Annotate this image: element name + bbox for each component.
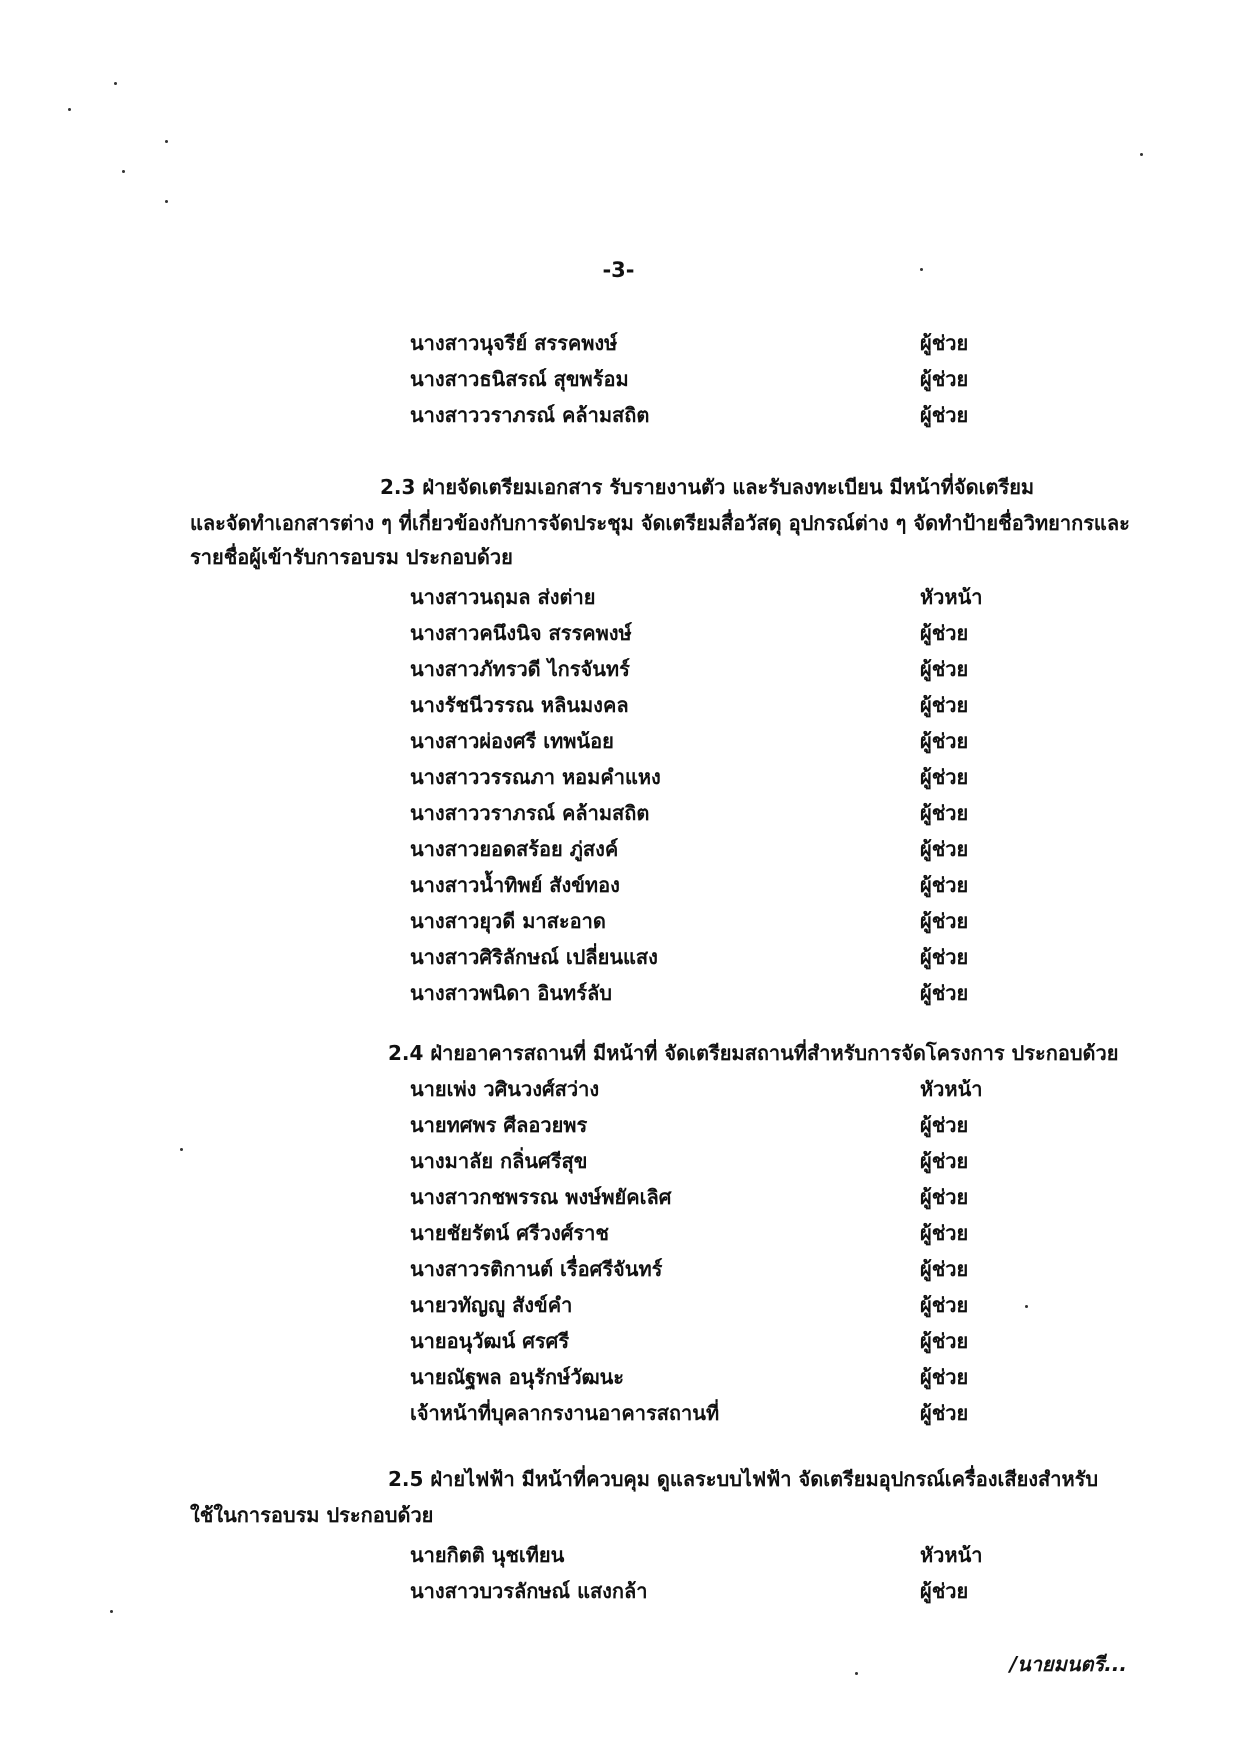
scan-speck xyxy=(165,140,168,143)
member-name: นางสาวยอดสร้อย ภู่สงค์ xyxy=(410,837,619,861)
list-item xyxy=(410,1216,1030,1250)
member-name: นางสาวบวรลักษณ์ แสงกล้า xyxy=(410,1579,648,1603)
member-role: ผู้ช่วย xyxy=(920,909,969,933)
member-name: นางมาลัย กลิ่นศรีสุข xyxy=(410,1149,588,1173)
scan-speck xyxy=(855,1672,858,1675)
member-role: ผู้ช่วย xyxy=(920,621,969,645)
member-role: ผู้ช่วย xyxy=(920,1329,969,1353)
member-name: นางสาวนฤมล ส่งต่าย xyxy=(410,585,596,609)
member-role: ผู้ช่วย xyxy=(920,1149,969,1173)
list-item xyxy=(410,940,1030,974)
member-name: นางสาวภัทรวดี ไกรจันทร์ xyxy=(410,657,630,681)
member-name: นางสาวนุจรีย์ สรรคพงษ์ xyxy=(410,331,618,355)
member-role: หัวหน้า xyxy=(920,585,983,609)
member-name: นายเพ่ง วศินวงศ์สว่าง xyxy=(410,1077,600,1101)
member-role: ผู้ช่วย xyxy=(920,331,969,355)
member-role: ผู้ช่วย xyxy=(920,1221,969,1245)
member-role: ผู้ช่วย xyxy=(920,1185,969,1209)
section-heading-2-3: 2.3 ฝ่ายจัดเตรียมเอกสาร รับรายงานตัว และรับลงทะเบียน มีหน้าที่จัดเตรียม xyxy=(380,475,1035,499)
member-name: นายชัยรัตน์ ศรีวงศ์ราช xyxy=(410,1221,609,1245)
member-role: หัวหน้า xyxy=(920,1543,983,1567)
member-name: นายทศพร ศีลอวยพร xyxy=(410,1113,588,1137)
scan-speck xyxy=(180,1148,183,1151)
list-item xyxy=(410,904,1030,938)
member-name: นางสาวน้ำทิพย์ สังข์ทอง xyxy=(410,873,620,897)
section-text-line: และจัดทำเอกสารต่าง ๆ ที่เกี่ยวข้องกับการจัดประชุม จัดเตรียมสื่อวัสดุ อุปกรณ์ต่าง ๆ จัดทำป้ายชื่อวิทยากรและ xyxy=(190,511,1130,535)
member-name: นายณัฐพล อนุรักษ์วัฒนะ xyxy=(410,1365,625,1389)
member-role: หัวหน้า xyxy=(920,1077,983,1101)
member-role: ผู้ช่วย xyxy=(920,1401,969,1425)
member-role: ผู้ช่วย xyxy=(920,367,969,391)
list-item xyxy=(410,1538,1030,1572)
section-text-line: ใช้ในการอบรม ประกอบด้วย xyxy=(190,1503,434,1527)
list-item xyxy=(410,724,1030,758)
scan-speck xyxy=(165,200,168,203)
list-item xyxy=(410,760,1030,794)
member-role: ผู้ช่วย xyxy=(920,1579,969,1603)
member-role: ผู้ช่วย xyxy=(920,403,969,427)
member-name: นางรัชนีวรรณ หลินมงคล xyxy=(410,693,629,717)
list-item xyxy=(410,1574,1030,1608)
member-name: นางสาวคนึงนิจ สรรคพงษ์ xyxy=(410,621,632,645)
member-name: นายอนุวัฒน์ ศรศรี xyxy=(410,1329,570,1353)
member-name: นางสาวธนิสรณ์ สุขพร้อม xyxy=(410,367,629,391)
continuation-marker: /นายมนตรี... xyxy=(1009,1652,1127,1676)
member-name: นางสาววราภรณ์ คล้ามสถิต xyxy=(410,801,650,825)
list-item xyxy=(410,688,1030,722)
member-name: นางสาววรรณภา หอมคำแหง xyxy=(410,765,661,789)
list-item xyxy=(410,326,1030,360)
list-item xyxy=(410,580,1030,614)
member-role: ผู้ช่วย xyxy=(920,1257,969,1281)
list-item xyxy=(410,976,1030,1010)
list-item xyxy=(410,1180,1030,1214)
member-role: ผู้ช่วย xyxy=(920,837,969,861)
member-name: นางสาวยุวดี มาสะอาด xyxy=(410,909,606,933)
member-name: เจ้าหน้าที่บุคลากรงานอาคารสถานที่ xyxy=(410,1401,720,1425)
list-item xyxy=(410,1252,1030,1286)
member-name: นางสาวศิริลักษณ์ เปลี่ยนแสง xyxy=(410,945,658,969)
member-name: นายกิตติ นุชเทียน xyxy=(410,1543,565,1567)
list-item xyxy=(410,1144,1030,1178)
section-text-line: รายชื่อผู้เข้ารับการอบรม ประกอบด้วย xyxy=(190,545,513,569)
list-item xyxy=(410,1288,1030,1322)
member-name: นางสาวพนิดา อินทร์ลับ xyxy=(410,981,612,1005)
list-item xyxy=(410,832,1030,866)
section-heading-2-5: 2.5 ฝ่ายไฟฟ้า มีหน้าที่ควบคุม ดูแลระบบไฟฟ้า จัดเตรียมอุปกรณ์เครื่องเสียงสำหรับ xyxy=(388,1467,1099,1491)
scan-speck xyxy=(122,170,125,173)
list-item xyxy=(410,362,1030,396)
member-role: ผู้ช่วย xyxy=(920,801,969,825)
list-item xyxy=(410,1072,1030,1106)
member-name: นางสาวรติกานต์ เรื่อศรีจันทร์ xyxy=(410,1257,663,1281)
list-item xyxy=(410,1108,1030,1142)
page-number: -3- xyxy=(602,258,635,282)
member-role: ผู้ช่วย xyxy=(920,1365,969,1389)
list-item xyxy=(410,1324,1030,1358)
list-item xyxy=(410,1396,1030,1430)
list-item xyxy=(410,1360,1030,1394)
list-item xyxy=(410,652,1030,686)
member-name: นางสาวผ่องศรี เทพน้อย xyxy=(410,729,614,753)
list-item xyxy=(410,616,1030,650)
member-role: ผู้ช่วย xyxy=(920,981,969,1005)
member-role: ผู้ช่วย xyxy=(920,945,969,969)
member-name: นางสาววราภรณ์ คล้ามสถิต xyxy=(410,403,650,427)
member-role: ผู้ช่วย xyxy=(920,1293,969,1317)
scan-speck xyxy=(114,82,117,85)
list-item xyxy=(410,398,1030,432)
list-item xyxy=(410,868,1030,902)
member-role: ผู้ช่วย xyxy=(920,693,969,717)
member-role: ผู้ช่วย xyxy=(920,765,969,789)
list-item xyxy=(410,796,1030,830)
scan-speck xyxy=(68,108,71,111)
member-name: นางสาวกชพรรณ พงษ์พยัคเลิศ xyxy=(410,1185,672,1209)
member-role: ผู้ช่วย xyxy=(920,657,969,681)
member-role: ผู้ช่วย xyxy=(920,1113,969,1137)
member-name: นายวทัญญู สังข์คำ xyxy=(410,1293,573,1317)
scan-speck xyxy=(110,1610,113,1613)
scan-speck xyxy=(1140,153,1143,156)
member-role: ผู้ช่วย xyxy=(920,729,969,753)
member-role: ผู้ช่วย xyxy=(920,873,969,897)
section-heading-2-4: 2.4 ฝ่ายอาคารสถานที่ มีหน้าที่ จัดเตรียมสถานที่สำหรับการจัดโครงการ ประกอบด้วย xyxy=(388,1041,1119,1065)
